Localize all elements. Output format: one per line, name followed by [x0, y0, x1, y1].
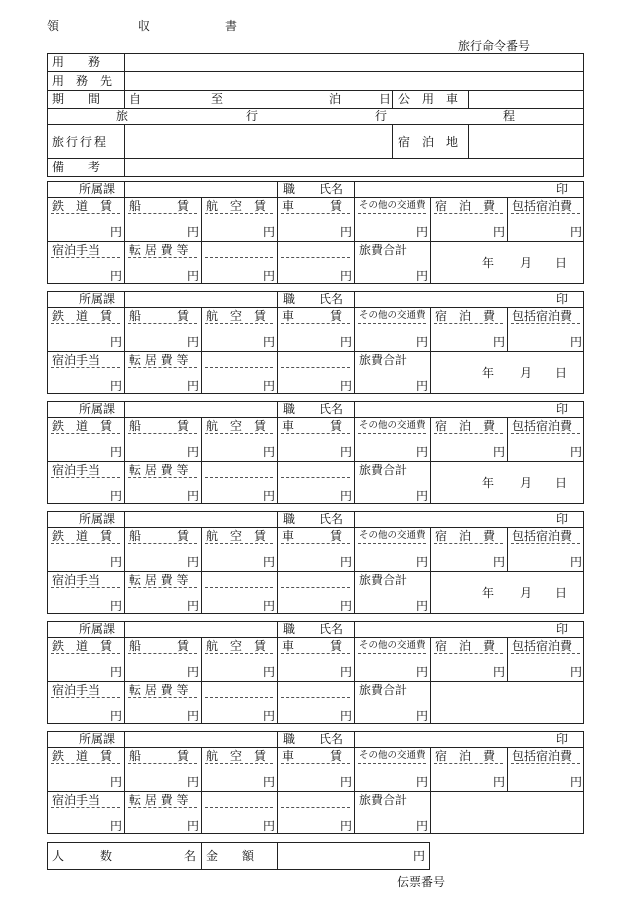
air-fare-label: 航 空 賃: [206, 419, 267, 433]
seal-label: 印: [556, 732, 569, 746]
yen-label: 円: [340, 555, 353, 569]
lodging-allowance-label: 宿泊手当: [52, 573, 101, 587]
rail-fare-label: 鉄 道 賃: [52, 639, 113, 653]
lodging-fee-label: 宿 泊 費: [435, 419, 496, 433]
yen-label: 円: [416, 665, 429, 679]
travel-total-label: 旅費合計: [359, 573, 408, 587]
other-transport-label: その他の交通費: [359, 200, 426, 211]
yen-label: 円: [340, 445, 353, 459]
title-char-3: 書: [225, 19, 238, 33]
car-fare-label: 車 賃: [282, 419, 343, 433]
dept-label: 所属課: [79, 732, 116, 746]
yen-label: 円: [263, 775, 276, 789]
yen-label: 円: [187, 269, 200, 283]
yen-label: 円: [416, 775, 429, 789]
travel-total-label: 旅費合計: [359, 353, 408, 367]
date-month-label: 月: [520, 366, 533, 380]
yen-label: 円: [416, 599, 429, 613]
yen-label: 円: [340, 225, 353, 239]
other-transport-label: その他の交通費: [359, 640, 426, 651]
remarks-label: 備 考: [52, 160, 101, 174]
yen-label: 円: [263, 335, 276, 349]
dept-label: 所属課: [79, 182, 116, 196]
car-fare-label: 車 賃: [282, 309, 343, 323]
yen-label: 円: [340, 335, 353, 349]
air-fare-label: 航 空 賃: [206, 199, 267, 213]
date-day-label: 日: [555, 476, 568, 490]
rail-fare-label: 鉄 道 賃: [52, 199, 113, 213]
position-name-label: 職 氏名: [283, 292, 344, 306]
position-name-label: 職 氏名: [283, 512, 344, 526]
yen-label: 円: [340, 709, 353, 723]
date-day-label: 日: [555, 256, 568, 270]
yen-label: 円: [110, 445, 123, 459]
yen-label: 円: [110, 819, 123, 833]
air-fare-label: 航 空 賃: [206, 639, 267, 653]
yen-label: 円: [187, 335, 200, 349]
lodging-allowance-label: 宿泊手当: [52, 683, 101, 697]
seal-label: 印: [556, 622, 569, 636]
itinerary-header-4: 程: [503, 109, 516, 123]
official-car-label: 公 用 車: [398, 92, 459, 106]
yen-label: 円: [570, 555, 583, 569]
yen-label: 円: [110, 335, 123, 349]
ship-fare-label: 船 賃: [129, 639, 190, 653]
yen-label: 円: [187, 599, 200, 613]
inclusive-lodging-label: 包括宿泊費: [512, 419, 573, 433]
date-month-label: 月: [520, 256, 533, 270]
date-year-label: 年: [482, 586, 495, 600]
rail-fare-label: 鉄 道 賃: [52, 419, 113, 433]
other-transport-label: その他の交通費: [359, 420, 426, 431]
date-day-label: 日: [555, 586, 568, 600]
date-year-label: 年: [482, 476, 495, 490]
yen-label: 円: [493, 225, 506, 239]
yen-label: 円: [263, 709, 276, 723]
yen-label: 円: [493, 555, 506, 569]
yen-label: 円: [340, 599, 353, 613]
ship-fare-label: 船 賃: [129, 419, 190, 433]
yen-label: 円: [570, 445, 583, 459]
car-fare-label: 車 賃: [282, 749, 343, 763]
dept-label: 所属課: [79, 622, 116, 636]
car-fare-label: 車 賃: [282, 639, 343, 653]
lodging-fee-label: 宿 泊 費: [435, 199, 496, 213]
ship-fare-label: 船 賃: [129, 199, 190, 213]
yen-label: 円: [110, 665, 123, 679]
destination-label: 用 務 先: [52, 74, 113, 88]
yen-label: 円: [110, 555, 123, 569]
yen-label: 円: [570, 665, 583, 679]
yen-label: 円: [416, 269, 429, 283]
moving-cost-label: 転 居 費 等: [129, 463, 189, 477]
yen-label: 円: [187, 379, 200, 393]
yen-label: 円: [416, 709, 429, 723]
yen-label: 円: [110, 775, 123, 789]
moving-cost-label: 転 居 費 等: [129, 683, 189, 697]
lodging-allowance-label: 宿泊手当: [52, 243, 101, 257]
seal-label: 印: [556, 512, 569, 526]
itinerary-header-1: 旅: [116, 109, 129, 123]
lodging-place-label: 宿 泊 地: [398, 135, 459, 149]
yen-label: 円: [263, 225, 276, 239]
yen-label: 円: [187, 445, 200, 459]
date-year-label: 年: [482, 366, 495, 380]
lodging-allowance-label: 宿泊手当: [52, 463, 101, 477]
yen-label: 円: [570, 335, 583, 349]
yen-label: 円: [263, 489, 276, 503]
yen-label: 円: [493, 665, 506, 679]
other-transport-label: その他の交通費: [359, 530, 426, 541]
yen-label: 円: [340, 489, 353, 503]
yen-label: 円: [187, 555, 200, 569]
itinerary-label: 旅行行程: [52, 135, 109, 149]
yen-label: 円: [263, 599, 276, 613]
inclusive-lodging-label: 包括宿泊費: [512, 309, 573, 323]
car-fare-label: 車 賃: [282, 529, 343, 543]
title-char-1: 領: [47, 19, 60, 33]
rail-fare-label: 鉄 道 賃: [52, 749, 113, 763]
moving-cost-label: 転 居 費 等: [129, 353, 189, 367]
yen-label: 円: [187, 665, 200, 679]
yen-label: 円: [416, 489, 429, 503]
yen-label: 円: [110, 379, 123, 393]
position-name-label: 職 氏名: [283, 402, 344, 416]
travel-total-label: 旅費合計: [359, 793, 408, 807]
moving-cost-label: 転 居 費 等: [129, 573, 189, 587]
seal-label: 印: [556, 292, 569, 306]
title-char-2: 収: [138, 19, 151, 33]
period-from: 自: [129, 92, 142, 106]
yen-label: 円: [263, 379, 276, 393]
yen-label: 円: [187, 225, 200, 239]
yen-label: 円: [416, 555, 429, 569]
yen-label: 円: [187, 819, 200, 833]
date-month-label: 月: [520, 586, 533, 600]
ship-fare-label: 船 賃: [129, 749, 190, 763]
lodging-fee-label: 宿 泊 費: [435, 529, 496, 543]
rail-fare-label: 鉄 道 賃: [52, 529, 113, 543]
period-nights: 泊: [329, 92, 342, 106]
yen-label: 円: [263, 665, 276, 679]
inclusive-lodging-label: 包括宿泊費: [512, 749, 573, 763]
moving-cost-label: 転 居 費 等: [129, 243, 189, 257]
seal-label: 印: [556, 182, 569, 196]
yen-label: 円: [110, 269, 123, 283]
yen-label: 円: [110, 489, 123, 503]
itinerary-header-3: 行: [375, 109, 388, 123]
yen-label: 円: [263, 445, 276, 459]
yen-label: 円: [263, 555, 276, 569]
yen-label: 円: [340, 819, 353, 833]
period-days: 日: [379, 92, 392, 106]
yen-label: 円: [187, 709, 200, 723]
seal-label: 印: [556, 402, 569, 416]
lodging-fee-label: 宿 泊 費: [435, 749, 496, 763]
position-name-label: 職 氏名: [283, 732, 344, 746]
period-label: 期 間: [52, 92, 101, 106]
yen-label: 円: [570, 775, 583, 789]
yen-label: 円: [340, 269, 353, 283]
voucher-number-label: 伝票番号: [397, 875, 446, 889]
yen-label: 円: [493, 445, 506, 459]
yen-label: 円: [340, 379, 353, 393]
inclusive-lodging-label: 包括宿泊費: [512, 529, 573, 543]
yen-label: 円: [416, 379, 429, 393]
ship-fare-label: 船 賃: [129, 529, 190, 543]
lodging-allowance-label: 宿泊手当: [52, 793, 101, 807]
dept-label: 所属課: [79, 512, 116, 526]
yen-label: 円: [493, 335, 506, 349]
other-transport-label: その他の交通費: [359, 310, 426, 321]
travel-order-number-label: 旅行命令番号: [458, 39, 531, 53]
date-year-label: 年: [482, 256, 495, 270]
yen-label: 円: [416, 819, 429, 833]
dept-label: 所属課: [79, 292, 116, 306]
date-day-label: 日: [555, 366, 568, 380]
lodging-fee-label: 宿 泊 費: [435, 309, 496, 323]
yen-label: 円: [263, 819, 276, 833]
amount-label: 金 額: [206, 849, 255, 863]
inclusive-lodging-label: 包括宿泊費: [512, 639, 573, 653]
duty-label: 用 務: [52, 55, 101, 69]
ship-fare-label: 船 賃: [129, 309, 190, 323]
travel-total-label: 旅費合計: [359, 243, 408, 257]
yen-label: 円: [110, 709, 123, 723]
date-month-label: 月: [520, 476, 533, 490]
other-transport-label: その他の交通費: [359, 750, 426, 761]
period-to: 至: [211, 92, 224, 106]
yen-label: 円: [187, 489, 200, 503]
air-fare-label: 航 空 賃: [206, 309, 267, 323]
position-name-label: 職 氏名: [283, 182, 344, 196]
yen-label: 円: [187, 775, 200, 789]
people-unit: 名: [184, 849, 197, 863]
lodging-allowance-label: 宿泊手当: [52, 353, 101, 367]
car-fare-label: 車 賃: [282, 199, 343, 213]
yen-label: 円: [570, 225, 583, 239]
people-label: 人 数: [52, 849, 113, 863]
dept-label: 所属課: [79, 402, 116, 416]
inclusive-lodging-label: 包括宿泊費: [512, 199, 573, 213]
yen-label: 円: [263, 269, 276, 283]
yen-label: 円: [416, 225, 429, 239]
lodging-fee-label: 宿 泊 費: [435, 639, 496, 653]
travel-total-label: 旅費合計: [359, 683, 408, 697]
amount-yen: 円: [413, 849, 426, 863]
yen-label: 円: [493, 775, 506, 789]
air-fare-label: 航 空 賃: [206, 529, 267, 543]
yen-label: 円: [416, 445, 429, 459]
yen-label: 円: [416, 335, 429, 349]
yen-label: 円: [110, 599, 123, 613]
itinerary-header-2: 行: [246, 109, 259, 123]
yen-label: 円: [340, 665, 353, 679]
yen-label: 円: [110, 225, 123, 239]
yen-label: 円: [340, 775, 353, 789]
travel-total-label: 旅費合計: [359, 463, 408, 477]
position-name-label: 職 氏名: [283, 622, 344, 636]
rail-fare-label: 鉄 道 賃: [52, 309, 113, 323]
moving-cost-label: 転 居 費 等: [129, 793, 189, 807]
air-fare-label: 航 空 賃: [206, 749, 267, 763]
